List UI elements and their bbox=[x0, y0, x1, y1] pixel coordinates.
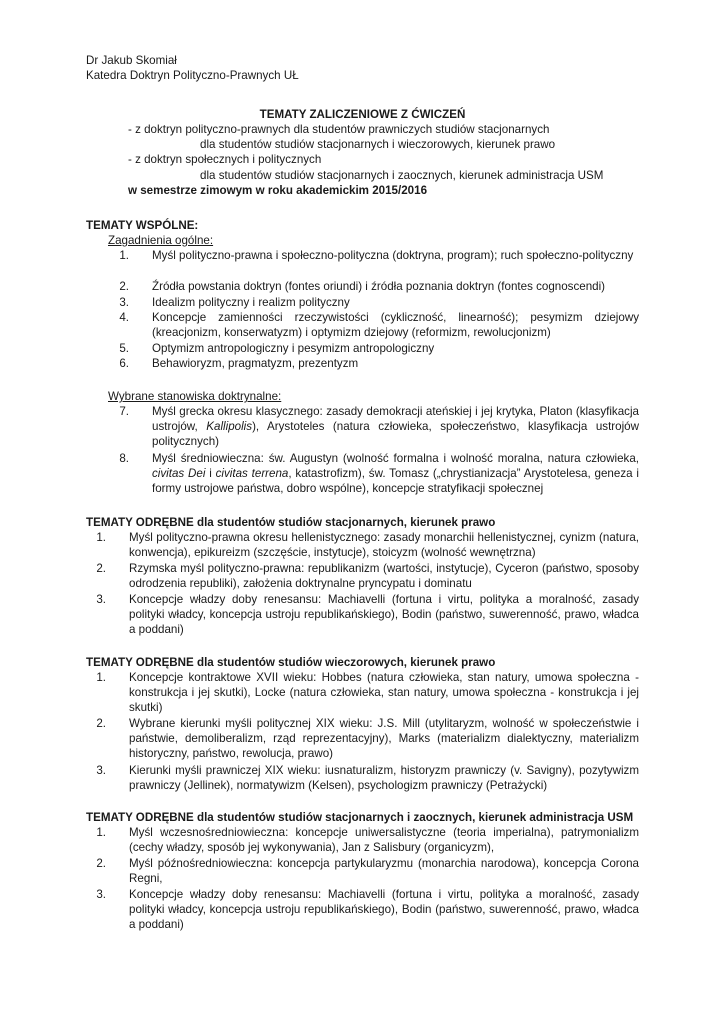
item-number: 3. bbox=[96, 593, 106, 606]
list-item bbox=[119, 295, 639, 310]
section-heading-administracja: TEMATY ODRĘBNE dla studentów studiów stacjonarnych i zaocznych, kierunek administracja USM bbox=[86, 811, 634, 824]
item-text-italic: civitas Dei bbox=[152, 467, 206, 480]
department-name: Katedra Doktryn Polityczno-Prawnych UŁ bbox=[86, 69, 299, 82]
list-item bbox=[119, 356, 639, 371]
section-heading-stacjonarne: TEMATY ODRĘBNE dla studentów studiów stacjonarnych, kierunek prawo bbox=[86, 516, 496, 529]
item-number: 1. bbox=[96, 671, 106, 684]
document-title: TEMATY ZALICZENIOWE Z ĆWICZEŃ bbox=[259, 108, 466, 121]
item-number: 7. bbox=[119, 405, 129, 418]
item-text: Myśl polityczno-prawna okresu hellenistycznego: zasady monarchii hellenistycznej, cynizm (natura, konwencja), epikureizm (szczęście, instytucje), stoicyzm (wolność wewnętrzna) bbox=[129, 531, 639, 559]
item-number: 1. bbox=[96, 531, 106, 544]
list-item bbox=[119, 310, 639, 340]
list-item bbox=[119, 341, 639, 356]
list-item bbox=[96, 530, 639, 560]
list-item bbox=[96, 592, 639, 637]
list-item bbox=[96, 887, 639, 932]
item-text-part: i bbox=[205, 467, 216, 480]
item-text-italic: Kallipolis bbox=[206, 420, 253, 433]
item-text: Idealizm polityczny i realizm polityczny bbox=[152, 296, 350, 309]
list-item bbox=[119, 404, 639, 449]
intro-semester: w semestrze zimowym w roku akademickim 2015/2016 bbox=[128, 184, 428, 197]
item-text: Myśl późnośredniowieczna: koncepcja partykularyzmu (monarchia narodowa), koncepcja Corona Regni, bbox=[129, 857, 639, 885]
item-number: 2. bbox=[96, 857, 106, 870]
item-number: 2. bbox=[96, 717, 106, 730]
item-number: 2. bbox=[119, 280, 129, 293]
list-item bbox=[96, 716, 639, 761]
item-number: 4. bbox=[119, 311, 129, 324]
subheading-general: Zagadnienia ogólne: bbox=[108, 234, 214, 247]
subheading-selected: Wybrane stanowiska doktrynalne: bbox=[108, 390, 282, 403]
item-text: Źródła powstania doktryn (fontes oriundi) i źródła poznania doktryn (fontes cognoscendi) bbox=[152, 280, 606, 293]
item-text: Myśl wczesnośredniowieczna: koncepcje uniwersalistyczne (teoria imperialna), patrymonializm (cechy władzy, sposób jej wykonywania), Jan z Salisbury (organicyzm), bbox=[129, 826, 639, 854]
item-text: Koncepcje władzy doby renesansu: Machiavelli (fortuna i virtu, polityka a moralność, zasady polityki władcy, koncepcja ustroju republikańskiego), Bodin (państwo, suwerenność, prawo, władca a poddani) bbox=[129, 888, 639, 931]
item-text-italic: civitas terrena bbox=[215, 467, 289, 480]
intro-line-4: dla studentów studiów stacjonarnych i zaocznych, kierunek administracja USM bbox=[200, 169, 604, 182]
item-text: Koncepcje zamienności rzeczywistości (cykliczność, linearność); pesymizm dziejowy (kreacjonizm, konserwatyzm) i optymizm dziejowy (reformizm, rewolucjonizm) bbox=[152, 311, 639, 339]
item-number: 5. bbox=[119, 342, 129, 355]
item-number: 3. bbox=[96, 764, 106, 777]
item-text-part: , katastrofizm), św. Tomasz („chrystianizacja” Arystotelesa, geneza i formy ustrojowe państwa, dobro wspólne), koncepcje stratyfikacji społecznej bbox=[152, 467, 639, 495]
item-number: 2. bbox=[96, 562, 106, 575]
item-number: 8. bbox=[119, 452, 129, 465]
list-item bbox=[119, 279, 639, 294]
intro-line-2: dla studentów studiów stacjonarnych i wieczorowych, kierunek prawo bbox=[200, 138, 556, 151]
item-text: Kierunki myśli prawniczej XIX wieku: iusnaturalizm, historyzm prawniczy (v. Savigny), pozytywizm prawniczy (Jellinek), normatywizm (Kelsen), psychologizm prawniczy (Petrażycki) bbox=[129, 764, 639, 792]
author-name: Dr Jakub Skomiał bbox=[86, 54, 177, 67]
item-number: 3. bbox=[96, 888, 106, 901]
item-text-part: ), Arystoteles (natura człowieka, społeczeństwo, klasyfikacja ustrojów politycznych) bbox=[152, 420, 639, 448]
list-item bbox=[96, 825, 639, 855]
list-item bbox=[96, 561, 639, 591]
item-number: 1. bbox=[119, 249, 129, 262]
item-text-part: Myśl średniowieczna: św. Augustyn (wolność formalna i wolność moralna, natura człowieka, bbox=[152, 452, 639, 465]
item-number: 6. bbox=[119, 357, 129, 370]
item-number: 3. bbox=[119, 296, 129, 309]
item-text-part: Myśl grecka okresu klasycznego: zasady demokracji ateńskiej i jej krytyka, Platon (klasyfikacja ustrojów, bbox=[152, 405, 639, 433]
item-text bbox=[152, 404, 639, 449]
item-text: Wybrane kierunki myśli politycznej XIX wieku: J.S. Mill (utylitaryzm, wolność w społeczeństwie i państwie, demoliberalizm, rząd reprezentacyjny), Marks (materializm dialektyczny, materializm historyczny, państwo, rewolucja, prawo) bbox=[129, 717, 639, 760]
item-text bbox=[152, 451, 639, 496]
section-heading-wieczorowe: TEMATY ODRĘBNE dla studentów studiów wieczorowych, kierunek prawo bbox=[86, 656, 496, 669]
list-item bbox=[119, 451, 639, 496]
item-number: 1. bbox=[96, 826, 106, 839]
item-text: Myśl polityczno-prawna i społeczno-polityczna (doktryna, program); ruch społeczno-polityczny bbox=[152, 249, 634, 262]
item-text: Koncepcje władzy doby renesansu: Machiavelli (fortuna i virtu, polityka a moralność, zasady polityki władcy, koncepcja ustroju republikańskiego), Bodin (państwo, suwerenność, prawo, władca a poddani) bbox=[129, 593, 639, 636]
list-item bbox=[96, 670, 639, 715]
list-item bbox=[119, 248, 639, 263]
item-text: Rzymska myśl polityczno-prawna: republikanizm (wartości, instytucje), Cyceron (państwo, sposoby odrodzenia republiki), założenia doktrynalne pryncypatu i dominatu bbox=[129, 562, 639, 590]
intro-line-3: - z doktryn społecznych i politycznych bbox=[128, 153, 322, 166]
intro-line-1: - z doktryn polityczno-prawnych dla studentów prawniczych studiów stacjonarnych bbox=[128, 123, 550, 136]
item-text: Koncepcje kontraktowe XVII wieku: Hobbes (natura człowieka, stan natury, umowa społeczna - konstrukcja i jej skutki), Locke (natura człowieka, stan natury, umowa społeczna - konstrukcja i jej skutki) bbox=[129, 671, 639, 714]
section-heading-common: TEMATY WSPÓLNE: bbox=[86, 219, 199, 232]
item-text: Behawioryzm, pragmatyzm, prezentyzm bbox=[152, 357, 359, 370]
list-item bbox=[96, 763, 639, 793]
list-item bbox=[96, 856, 639, 886]
item-text: Optymizm antropologiczny i pesymizm antropologiczny bbox=[152, 342, 435, 355]
